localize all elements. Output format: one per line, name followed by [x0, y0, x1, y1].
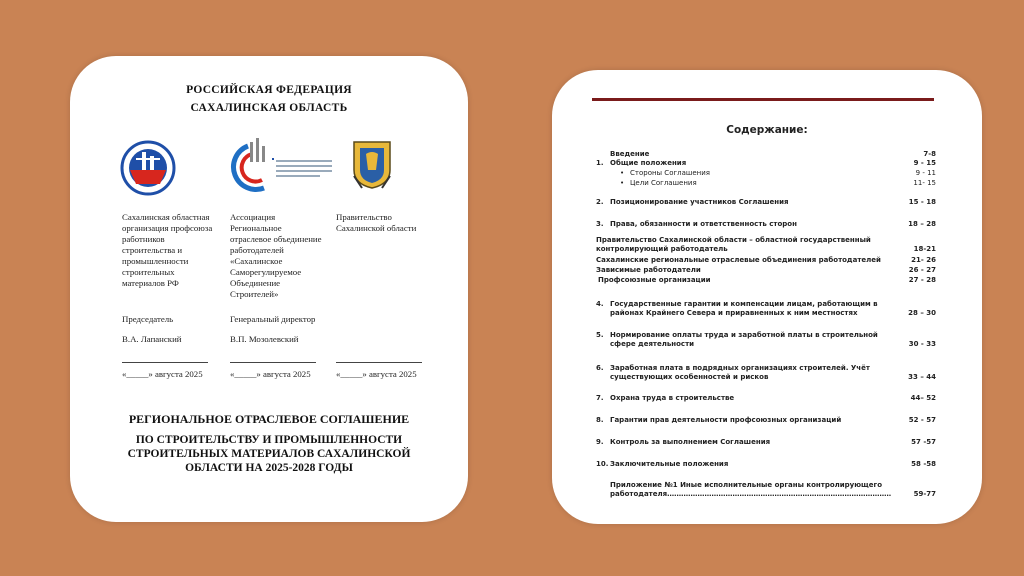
toc-entry-text: Цели Соглашения [630, 179, 697, 187]
toc-entry-page: 9 - 11 [915, 169, 936, 177]
header-rule [592, 98, 934, 101]
signatory-name: В.А. Лапанский [122, 334, 182, 344]
toc-entry-page: 27 - 28 [908, 276, 936, 284]
toc-entry-text: Правительство Сахалинской области – областной государственный контролирующий работодатель [596, 236, 871, 253]
toc-entry-text: Гарантии прав деятельности профсоюзных организаций [610, 416, 842, 424]
toc-entry-text: Государственные гарантии и компенсации лицам, работающим в районах Крайнего Севера и приравненных к ним местностях [610, 300, 878, 317]
toc-entry-text: Сахалинские региональные отраслевые объединения работодателей [596, 256, 881, 264]
toc-entry-page: 18-21 [913, 245, 936, 253]
signature-line [122, 362, 208, 363]
signatory-association [230, 212, 340, 382]
toc-entry-text: Нормирование оплаты труда и заработной платы в строительной сфере деятельности [610, 331, 878, 348]
signatory-role: Генеральный директор [230, 314, 316, 324]
toc-entry-text: Права, обязанности и ответственность сторон [610, 220, 797, 228]
toc-entry-text: Заработная плата в подрядных организациях строителей. Учёт существующих особенностей и рисков [610, 364, 870, 381]
contents-page: Содержание: Введение 7-8 1. Общие положения 9 - 15 • Стороны Соглашения 9 - 11 • Цели Соглашения 11- 15 2. Позиционирование участников Соглашения 15 - 18 3. Права, обязанности и ответственность сторон 18 – 28 Правительство Сахалинской области – областной государственный контролирующий работодатель 18-21 Сахалинские региональные отраслевые объединения работодателей 21- 26 Зависимые работодатели 26 - 27 Профсоюзные организации 27 - 28 4. Государственные гарантии и компенсации лицам, работающим в районах Крайнего Севера и приравненных к ним местностях 28 – 30 5. Нормирование оплаты труда и заработной платы в строительной сфере деятельности 30 - 33 6. Заработная плата в подрядных организациях строителей. Учёт существующих особенностей и рисков 33 – 44 7. Охрана труда в строительстве 44– 52 8. Гарантии прав деятельности профсоюзных организаций 52 - 57 9. Контроль за выполнением Соглашения 57 -57 10. Заключительные положения 58 -58 Приложение №1 Иные исполнительные органы контролирующего работодателя…………………………………………………………………………………… 59-77 [552, 70, 982, 524]
toc-entry-text: Профсоюзные организации [598, 276, 711, 284]
signatory-name: В.П. Мозолевский [230, 334, 299, 344]
signatory-trade-union [122, 212, 232, 382]
toc-entry-page: 15 - 18 [908, 198, 936, 206]
signature-date: «_____» августа 2025 [336, 369, 417, 379]
toc-entry-text: Заключительные положения [610, 460, 729, 468]
toc-entry-page: 59-77 [913, 490, 936, 498]
signature-date: «_____» августа 2025 [122, 369, 203, 379]
toc-entry-page: 7-8 [923, 150, 936, 158]
toc-entry-page: 57 -57 [911, 438, 936, 446]
signatory-government [336, 212, 446, 382]
toc-entry-page: 33 – 44 [908, 373, 936, 381]
toc-entry-text: Введение [610, 150, 650, 158]
bullet-icon: • [620, 179, 625, 187]
toc-entry-page: 26 - 27 [908, 266, 936, 274]
toc-entry-text: Контроль за выполнением Соглашения [610, 438, 771, 446]
toc-entry-page: 9 - 15 [913, 159, 936, 167]
toc-entry-page: 18 – 28 [908, 220, 936, 228]
toc-entry-text: Общие положения [610, 159, 687, 167]
region-emblem [352, 140, 392, 190]
signatory-role: Председатель [122, 314, 174, 324]
signature-date: «_____» августа 2025 [230, 369, 311, 379]
signature-line [336, 362, 422, 363]
contents-title: Содержание: [726, 124, 808, 136]
title-page [70, 56, 468, 522]
toc-entry-page: 44– 52 [910, 394, 936, 402]
org-name: Сахалинская областная организация профсоюза работников строительства и промышленности строительных материалов РФ [122, 212, 213, 288]
toc-entry-text: Позиционирование участников Соглашения [610, 198, 789, 206]
org-name: Ассоциация Региональное отраслевое объединение работодателей «Сахалинское Саморегулируемое Объединение Строителей» [230, 212, 322, 299]
toc-entry-page: 28 – 30 [908, 309, 936, 317]
association-logo [228, 136, 338, 196]
agreement-title-line3: СТРОИТЕЛЬНЫХ МАТЕРИАЛОВ САХАЛИНСКОЙ [127, 448, 411, 460]
toc-entry-page: 11- 15 [913, 179, 936, 187]
trade-union-logo [120, 140, 176, 196]
bullet-icon: • [620, 169, 625, 177]
toc-entry-text: Зависимые работодатели [596, 266, 701, 274]
toc-entry-text: Приложение №1 Иные исполнительные органы контролирующего работодателя…………………………………………………………………………………… [610, 481, 892, 498]
agreement-title-line1: РЕГИОНАЛЬНОЕ ОТРАСЛЕВОЕ СОГЛАШЕНИЕ [128, 412, 410, 426]
header-region: САХАЛИНСКАЯ ОБЛАСТЬ [190, 102, 348, 114]
header-country: РОССИЙСКАЯ ФЕДЕРАЦИЯ [186, 84, 352, 96]
toc-entry-text: Стороны Соглашения [630, 169, 710, 177]
toc-entry-page: 58 -58 [911, 460, 936, 468]
signature-line [230, 362, 316, 363]
toc-entry-page: 21- 26 [911, 256, 936, 264]
toc-entry-page: 52 - 57 [908, 416, 936, 424]
agreement-title-line2: ПО СТРОИТЕЛЬСТВУ И ПРОМЫШЛЕННОСТИ [135, 434, 403, 446]
toc-entry-page: 30 - 33 [908, 340, 936, 348]
org-name: Правительство Сахалинской области [336, 212, 417, 233]
agreement-title-line4: ОБЛАСТИ НА 2025-2028 ГОДЫ [185, 462, 353, 474]
toc-entry-text: Охрана труда в строительстве [610, 394, 735, 402]
